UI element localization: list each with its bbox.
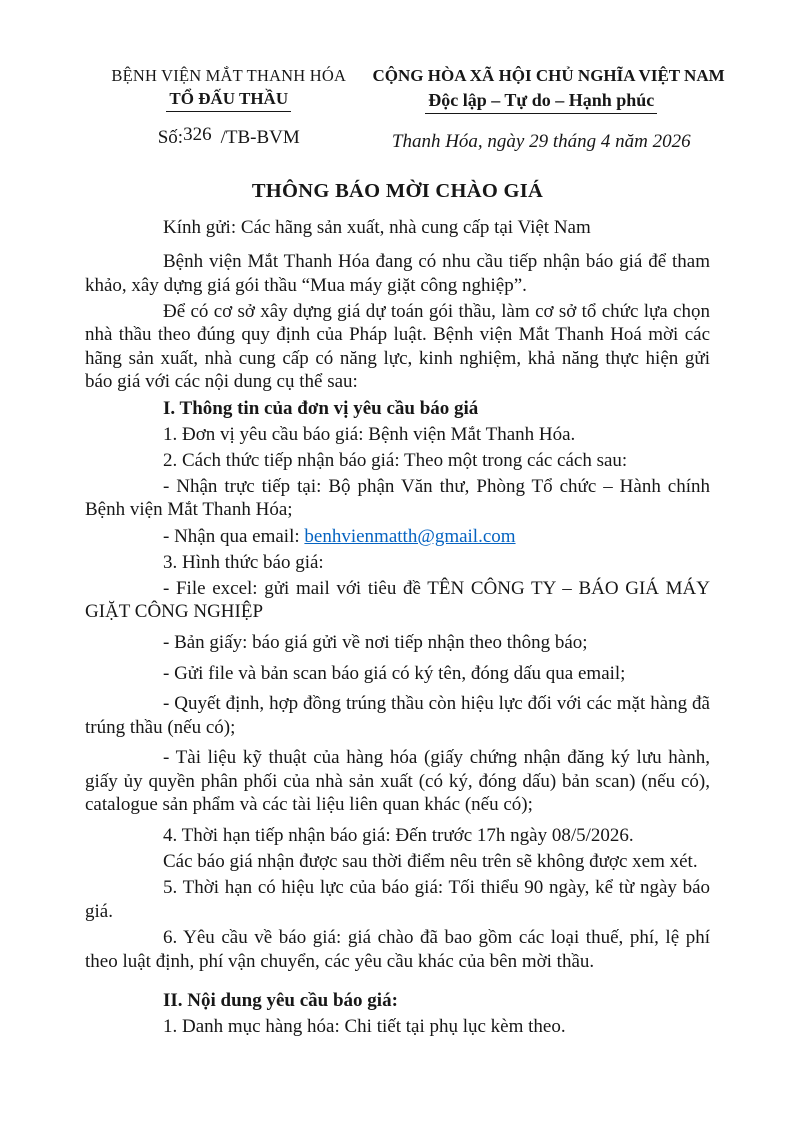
doc-no-suffix: / bbox=[220, 127, 226, 148]
heading-section-1: I. Thông tin của đơn vị yêu cầu báo giá bbox=[163, 397, 479, 419]
item-1-don-vi: 1. Đơn vị yêu cầu báo giá: Bệnh viện Mắt Thanh Hóa. bbox=[163, 423, 576, 445]
email-link[interactable]: benhvienmatth@gmail.com bbox=[304, 525, 516, 547]
salutation-line: Kính gửi: Các hãng sản xuất, nhà cung cấp tại Việt Nam bbox=[163, 217, 591, 238]
place-date-line: Thanh Hóa, ngày 29 tháng 4 năm 2026 bbox=[391, 131, 691, 152]
bullet-ban-giay: - Bản giấy: báo giá gửi về nơi tiếp nhận theo thông báo; bbox=[163, 631, 588, 653]
document-body bbox=[85, 250, 710, 1039]
org-parent-name: BỆNH VIỆN MẮT THANH HÓA bbox=[111, 66, 347, 85]
bullet-quyet-dinh: - Quyết định, hợp đồng trúng thầu còn hiệu lực đối với các mặt hàng đã trúng thầu (nếu có); bbox=[85, 693, 710, 738]
bullet-gui-file: - Gửi file và bản scan báo giá có ký tên, đóng dấu qua email; bbox=[163, 662, 626, 684]
document-title: THÔNG BÁO MỜI CHÀO GIÁ bbox=[251, 180, 544, 202]
para-bao-gia-muon: Các báo giá nhận được sau thời điểm nêu trên sẽ không được xem xét. bbox=[163, 851, 698, 873]
item-3-hinh-thuc: 3. Hình thức báo giá: bbox=[163, 551, 324, 573]
bullet-file-excel: - File excel: gửi mail với tiêu đề TÊN CÔNG TY – BÁO GIÁ MÁY GIẶT CÔNG NGHIỆP bbox=[85, 577, 710, 623]
doc-no-code: TB-BVM bbox=[225, 127, 300, 148]
national-header-block bbox=[372, 66, 725, 153]
document-number bbox=[85, 124, 373, 149]
item-4-thoi-han-tiep-nhan: 4. Thời hạn tiếp nhận báo giá: Đến trước 17h ngày 08/5/2026. bbox=[163, 825, 634, 847]
email-prefix: - Nhận qua email: bbox=[163, 525, 305, 547]
doc-no-value: 326 bbox=[183, 124, 212, 145]
item-2-cach-thuc: 2. Cách thức tiếp nhận báo giá: Theo một trong các cách sau: bbox=[163, 449, 628, 471]
item-5-hieu-luc: 5. Thời hạn có hiệu lực của báo giá: Tối thiểu 90 ngày, kể từ ngày báo giá. bbox=[85, 877, 710, 922]
heading-section-2: II. Nội dung yêu cầu báo giá: bbox=[163, 990, 398, 1012]
item-danh-muc-hang-hoa: 1. Danh mục hàng hóa: Chi tiết tại phụ lục kèm theo. bbox=[163, 1016, 566, 1038]
issuing-org-block bbox=[85, 66, 373, 149]
national-motto: Độc lập – Tự do – Hạnh phúc bbox=[373, 90, 711, 114]
bullet-nhan-qua-email bbox=[85, 525, 710, 549]
para-intro-need: Bệnh viện Mắt Thanh Hóa đang có nhu cầu tiếp nhận báo giá để tham khảo, xây dựng giá gói thầu “Mua máy giặt công nghiệp”. bbox=[85, 251, 710, 296]
item-6-yeu-cau: 6. Yêu cầu về báo giá: giá chào đã bao gồm các loại thuế, phí, lệ phí theo luật định, phí vận chuyển, các yêu cầu khác của bên mời thầu. bbox=[85, 926, 710, 972]
doc-no-prefix: Số: bbox=[157, 127, 184, 148]
bullet-tai-lieu: - Tài liệu kỹ thuật của hàng hóa (giấy chứng nhận đăng ký lưu hành, giấy ủy quyền phân phối của nhà sản xuất (có ký, đóng dấu) bản scan) (nếu có), catalogue sản phẩm và các tài liệu liên quan khác (nếu có); bbox=[85, 747, 710, 816]
para-legal-basis: Để có cơ sở xây dựng giá dự toán gói thầu, làm cơ sở tổ chức lựa chọn nhà thầu theo đúng quy định của Pháp luật. Bệnh viện Mắt Thanh Hoá mời các hãng sản xuất, nhà cung cấp có năng lực, kinh nghiệm, khả năng thực hiện gửi báo giá với các nội dung cụ thể sau: bbox=[85, 300, 710, 393]
org-unit-name: TỔ ĐẤU THẦU bbox=[85, 89, 373, 112]
document-header bbox=[85, 66, 725, 153]
national-title: CỘNG HÒA XÃ HỘI CHỦ NGHĨA VIỆT NAM bbox=[372, 66, 725, 85]
bullet-nhan-truc-tiep: - Nhận trực tiếp tại: Bộ phận Văn thư, Phòng Tổ chức – Hành chính Bệnh viện Mắt Thanh Hóa; bbox=[85, 475, 710, 521]
